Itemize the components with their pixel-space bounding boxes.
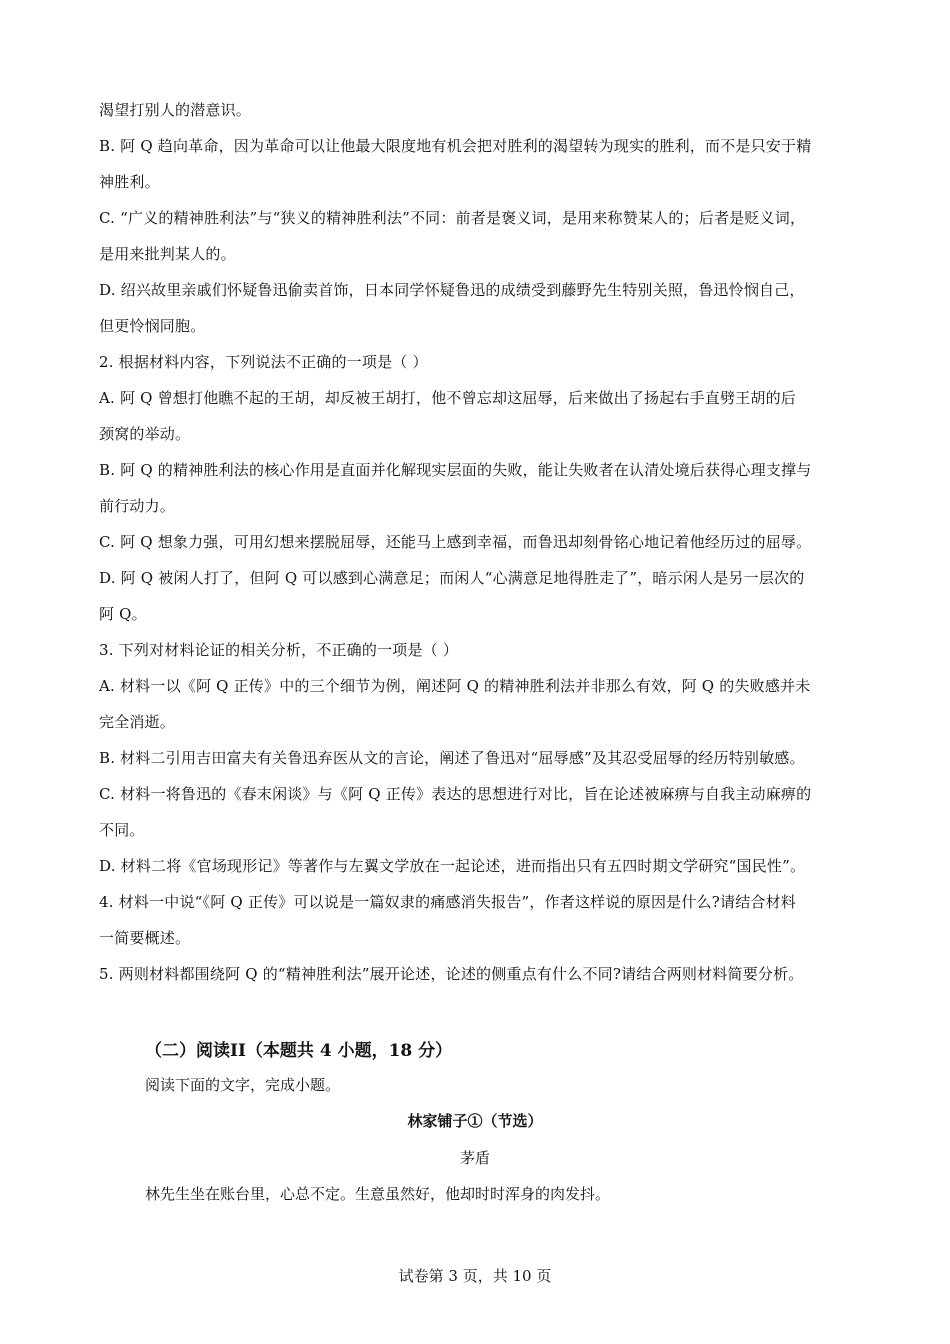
article-author: 茅盾	[459, 1149, 490, 1167]
question-5: 5. 两则材料都围绕阿 Q 的“精神胜利法”展开论述，论述的侧重点有什么不同?请结合两则材料简要分析。	[99, 965, 804, 983]
text-line: 不同。	[99, 821, 145, 839]
question-2: 2. 根据材料内容，下列说法不正确的一项是（ ）	[99, 353, 428, 371]
question-3: 3. 下列对材料论证的相关分析，不正确的一项是（ ）	[99, 641, 459, 659]
option-c-line: C. 材料一将鲁迅的《春末闲谈》与《阿 Q 正传》表达的思想进行对比，旨在论述被麻痹与自我主动麻痹的	[99, 785, 812, 803]
option-b-line: B. 阿 Q 趋向革命，因为革命可以让他最大限度地有机会把对胜利的渴望转为现实的胜利，而不是只安于精	[99, 137, 812, 155]
option-b-line: B. 材料二引用吉田富夫有关鲁迅弃医从文的言论，阐述了鲁迅对“屈辱感”及其忍受屈辱的经历特别敏感。	[99, 749, 805, 767]
text-line: 渴望打别人的潜意识。	[99, 101, 252, 119]
text-line: 是用来批判某人的。	[99, 245, 236, 263]
text-line: 阿 Q。	[99, 605, 147, 623]
text-line: 神胜利。	[99, 173, 160, 191]
article-title: 林家铺子①（节选）	[407, 1112, 543, 1130]
text-line: 颈窝的举动。	[99, 425, 191, 443]
section-instruction: 阅读下面的文字，完成小题。	[145, 1076, 341, 1094]
option-d-line: D. 阿 Q 被闲人打了，但阿 Q 可以感到心满意足；而闲人“心满意足地得胜走了”，暗示闲人是另一层次的	[99, 569, 805, 587]
option-d-line: D. 绍兴故里亲戚们怀疑鲁迅偷卖首饰，日本同学怀疑鲁迅的成绩受到藤野先生特别关照，鲁迅怜悯自己，	[99, 281, 805, 299]
option-c-line: C. 阿 Q 想象力强，可用幻想来摆脱屈辱，还能马上感到幸福，而鲁迅却刻骨铭心地记着他经历过的屈辱。	[99, 533, 812, 551]
option-b-line: B. 阿 Q 的精神胜利法的核心作用是直面并化解现实层面的失败，能让失败者在认清处境后获得心理支撑与	[99, 461, 812, 479]
question-content	[99, 92, 859, 992]
page-footer: 试卷第 3 页，共 10 页	[398, 1267, 552, 1285]
text-line: 完全消逝。	[99, 713, 176, 731]
section-title: （二）阅读II（本题共 4 小题，18 分）	[145, 1041, 453, 1061]
option-a-line: A. 阿 Q 曾想打他瞧不起的王胡，却反被王胡打，他不曾忘却这屈辱，后来做出了扬起右手直劈王胡的后	[99, 389, 797, 407]
option-a-line: A. 材料一以《阿 Q 正传》中的三个细节为例，阐述阿 Q 的精神胜利法并非那么有效，阿 Q 的失败感并未	[99, 677, 811, 695]
option-d-line: D. 材料二将《官场现形记》等著作与左翼文学放在一起论述，进而指出只有五四时期文学研究“国民性”。	[99, 857, 806, 875]
option-c-line: C. “广义的精神胜利法”与“狭义的精神胜利法”不同：前者是褒义词，是用来称赞某人的；后者是贬义词，	[99, 209, 806, 227]
text-line: 一简要概述。	[99, 929, 191, 947]
text-line: 前行动力。	[99, 497, 176, 515]
reading-section	[145, 1034, 845, 1102]
text-line: 但更怜悯同胞。	[99, 317, 206, 335]
article-first-line: 林先生坐在账台里，心总不定。生意虽然好，他却时时浑身的肉发抖。	[145, 1185, 611, 1203]
question-4: 4. 材料一中说“《阿 Q 正传》可以说是一篇奴隶的痛感消失报告”，作者这样说的原因是什么?请结合材料	[99, 893, 796, 911]
